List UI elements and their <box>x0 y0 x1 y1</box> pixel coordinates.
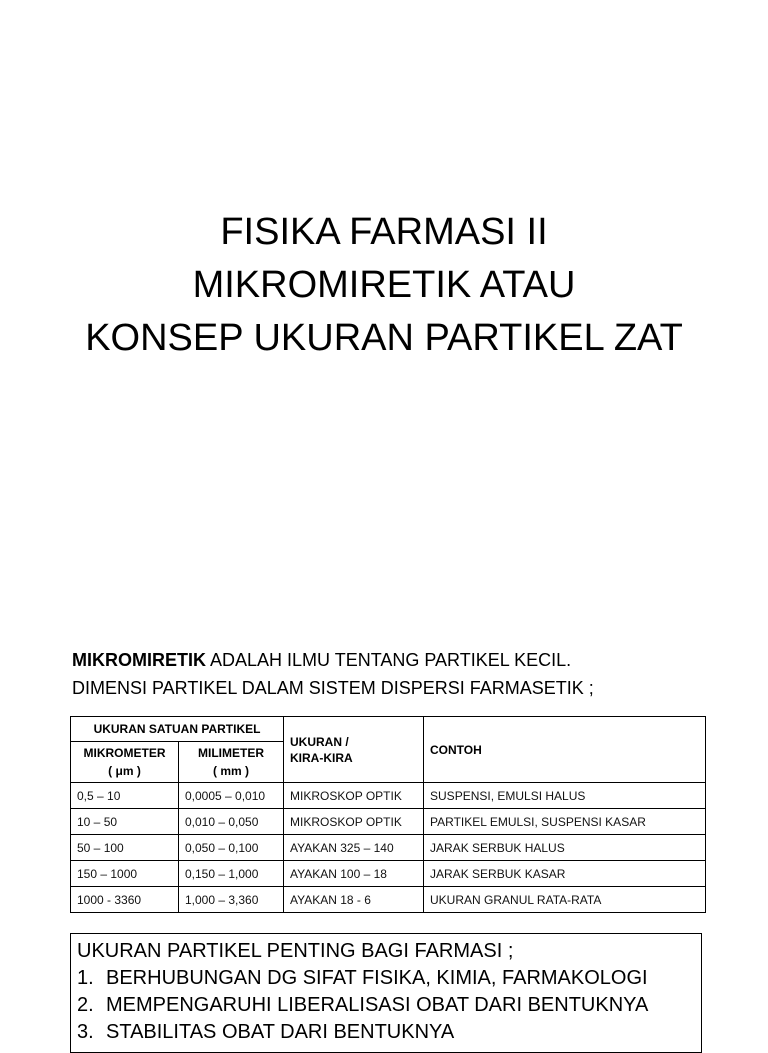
intro-definition: ADALAH ILMU TENTANG PARTIKEL KECIL. <box>206 650 572 670</box>
header-size <box>284 717 424 783</box>
cell-millimeter: 0,150 – 1,000 <box>179 861 284 887</box>
list-item-text: STABILITAS OBAT DARI BENTUKNYA <box>106 1021 455 1043</box>
cell-millimeter: 1,000 – 3,360 <box>179 887 284 913</box>
list-item-number: 1. <box>77 967 94 989</box>
header-millimeter-line-2: ( mm ) <box>213 764 249 778</box>
cell-example: SUSPENSI, EMULSI HALUS <box>424 783 706 809</box>
title-line-1: FISIKA FARMASI II <box>220 211 548 253</box>
header-size-line-1: UKURAN / <box>290 734 349 749</box>
cell-micrometer: 10 – 50 <box>71 809 179 835</box>
header-micrometer <box>71 742 179 783</box>
cell-micrometer: 50 – 100 <box>71 835 179 861</box>
particle-size-table <box>70 716 706 913</box>
cell-millimeter: 0,010 – 0,050 <box>179 809 284 835</box>
importance-box <box>70 933 702 1053</box>
header-micrometer-line-2: ( μm ) <box>108 764 141 778</box>
header-example: CONTOH <box>424 717 706 783</box>
table-row <box>71 835 706 861</box>
cell-size: AYAKAN 325 – 140 <box>284 835 424 861</box>
title-line-3: KONSEP UKURAN PARTIKEL ZAT <box>85 317 683 359</box>
intro-paragraph <box>72 646 712 702</box>
cell-micrometer: 0,5 – 10 <box>71 783 179 809</box>
list-item <box>77 965 701 992</box>
importance-heading: UKURAN PARTIKEL PENTING BAGI FARMASI ; <box>77 940 514 962</box>
list-item <box>77 1019 701 1046</box>
header-millimeter-line-1: MILIMETER <box>198 746 264 760</box>
cell-example: PARTIKEL EMULSI, SUSPENSI KASAR <box>424 809 706 835</box>
intro-line-2: DIMENSI PARTIKEL DALAM SISTEM DISPERSI FARMASETIK ; <box>72 678 594 698</box>
cell-millimeter: 0,0005 – 0,010 <box>179 783 284 809</box>
cell-millimeter: 0,050 – 0,100 <box>179 835 284 861</box>
cell-example: UKURAN GRANUL RATA-RATA <box>424 887 706 913</box>
list-item-number: 2. <box>77 994 94 1016</box>
header-micrometer-line-1: MIKROMETER <box>83 746 166 760</box>
intro-line-1 <box>72 646 712 674</box>
cell-example: JARAK SERBUK HALUS <box>424 835 706 861</box>
table-row <box>71 861 706 887</box>
cell-size: MIKROSKOP OPTIK <box>284 783 424 809</box>
header-millimeter <box>179 742 284 783</box>
table-row <box>71 887 706 913</box>
list-item <box>77 992 701 1019</box>
cell-size: AYAKAN 18 - 6 <box>284 887 424 913</box>
cell-example: JARAK SERBUK KASAR <box>424 861 706 887</box>
table-row <box>71 809 706 835</box>
cell-size: AYAKAN 100 – 18 <box>284 861 424 887</box>
title-line-2: MIKROMIRETIK ATAU <box>192 264 576 306</box>
cell-micrometer: 150 – 1000 <box>71 861 179 887</box>
cell-size: MIKROSKOP OPTIK <box>284 809 424 835</box>
list-item-text: MEMPENGARUHI LIBERALISASI OBAT DARI BENTUKNYA <box>106 994 649 1016</box>
cell-micrometer: 1000 - 3360 <box>71 887 179 913</box>
table-row <box>71 783 706 809</box>
header-size-line-2: KIRA-KIRA <box>290 750 353 765</box>
header-unit-group: UKURAN SATUAN PARTIKEL <box>71 717 284 742</box>
list-item-number: 3. <box>77 1021 94 1043</box>
slide-title <box>0 206 768 365</box>
intro-term: MIKROMIRETIK <box>72 650 206 670</box>
list-item-text: BERHUBUNGAN DG SIFAT FISIKA, KIMIA, FARMAKOLOGI <box>106 967 648 989</box>
